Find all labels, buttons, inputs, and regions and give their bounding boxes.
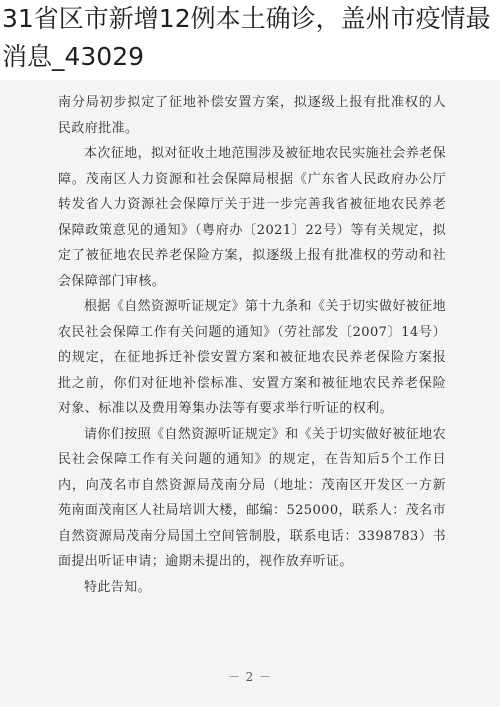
page-number: － 2 － (227, 670, 273, 684)
paragraph-hearing-right: 根据《自然资源听证规定》第十九条和《关于切实做好被征地农民社会保障工作有关问题的通知》（劳社部发〔2007〕14号）的规定，在征地拆迁补偿安置方案和被征地农民养老保险方案报批之前，你们对征地补偿标准、安置方案和被征地农民养老保险对象、标准以及费用筹集办法等有要求举行听证的权利。 (58, 299, 446, 416)
paragraph-closing: 特此告知。 (84, 579, 152, 595)
page-title: 31省区市新增12例本土确诊，盖州市疫情最消息_43029 (2, 4, 491, 71)
paragraph-pension: 本次征地，拟对征收土地范围涉及被征地农民实施社会养老保障。茂南区人力资源和社会保障局根据《广东省人民政府办公厅转发省人力资源社会保障厅关于进一步完善我省被征地农民养老保障政策意见的通知》（粤府办〔2021〕22号）等有关规定，拟定了被征地农民养老保险方案，拟逐级上报有批准权的劳动和社会保障部门审核。 (58, 146, 446, 289)
document-body (58, 90, 446, 600)
paragraph-hearing-request: 请你们按照《自然资源听证规定》和《关于切实做好被征地农民社会保障工作有关问题的通知》的规定，在告知后5个工作日内，向茂名市自然资源局茂南分局（地址：茂南区开发区一方新苑南面茂南区人社局培训大楼，邮编：525000，联系人：茂名市自然资源局茂南分局国土空间管制股，联系电话：3398783）书面提出听证申请；逾期未提出的，视作放弃听证。 (58, 426, 446, 569)
paragraph-continuation: 南分局初步拟定了征地补偿安置方案，拟逐级上报有批准权的人民政府批准。 (58, 95, 446, 136)
